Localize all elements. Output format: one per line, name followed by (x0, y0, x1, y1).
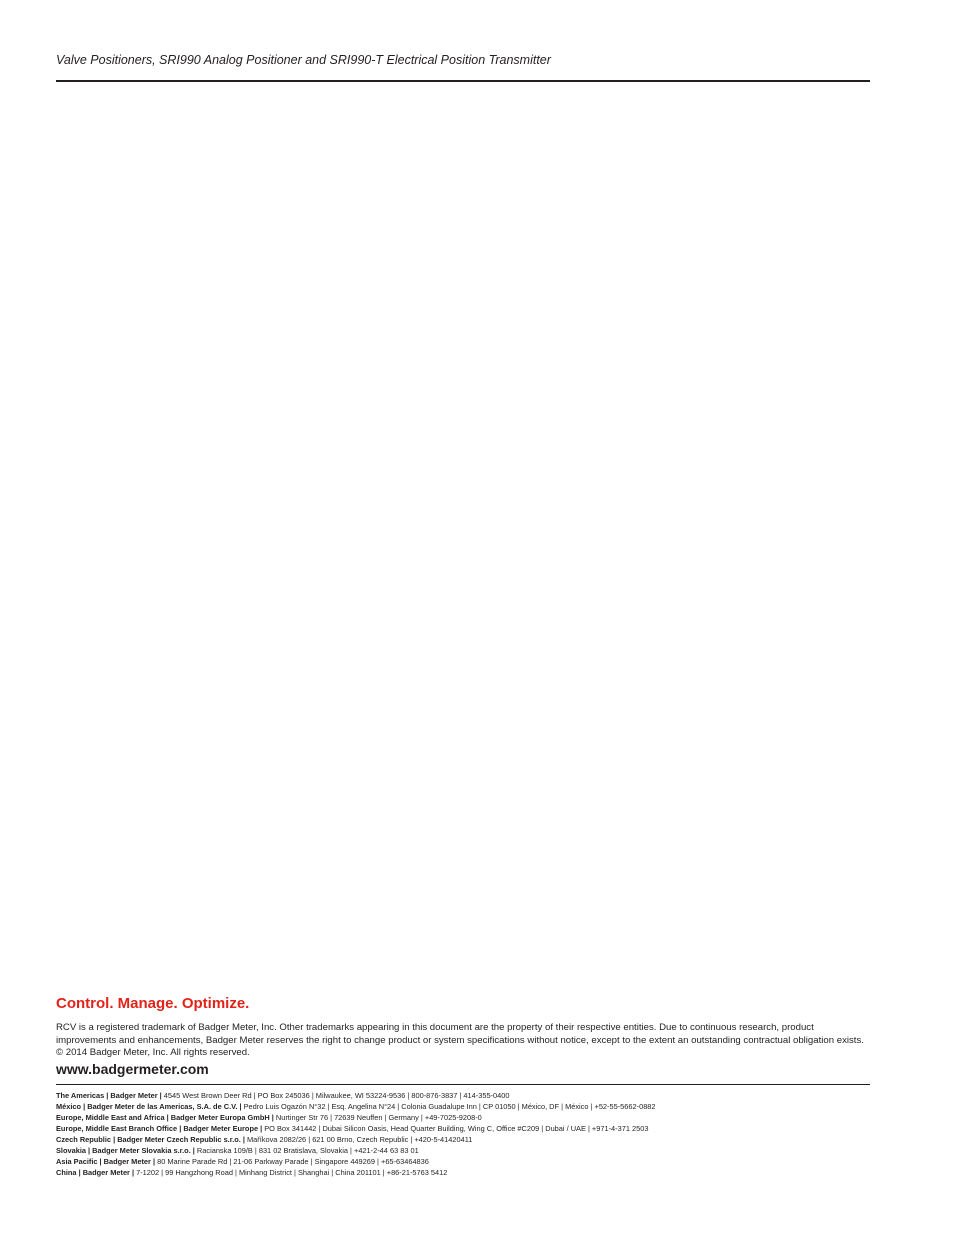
office-label: The Americas | Badger Meter | (56, 1091, 162, 1100)
office-label: Asia Pacific | Badger Meter | (56, 1157, 156, 1166)
brand-tagline: Control. Manage. Optimize. (56, 995, 250, 1012)
office-czech-republic (56, 1134, 870, 1145)
office-emea (56, 1112, 870, 1123)
office-details: Nurtinger Str 76 | 72639 Neuffen | Germany | +49-7025-9208-0 (273, 1113, 482, 1122)
office-slovakia (56, 1145, 870, 1156)
office-label: Europe, Middle East and Africa | Badger Meter Europa GmbH | (56, 1113, 274, 1122)
office-details: 4545 West Brown Deer Rd | PO Box 245036 | Milwaukee, WI 53224-9536 | 800-876-3837 | 414-355-0400 (161, 1091, 510, 1100)
office-label: Slovakia | Badger Meter Slovakia s.r.o. | (56, 1146, 195, 1155)
office-mexico (56, 1101, 870, 1112)
trademark-disclaimer: RCV is a registered trademark of Badger Meter, Inc. Other trademarks appearing in this document are the property of their respective entities. Due to continuous research, product improvements and enhancements, Badger Meter reserves the right to change product or system specifications without notice, except to the extent an outstanding contractual obligation exists. © 2014 Badger Meter, Inc. All rights reserved. (56, 1022, 864, 1059)
office-americas (56, 1090, 870, 1101)
office-china (56, 1167, 870, 1178)
office-details: Pedro Luis Ogazón N°32 | Esq. Angelina N°24 | Colonia Guadalupe Inn | CP 01050 | México, DF | México | +52-55-5662-0882 (241, 1102, 656, 1111)
office-details: 80 Marine Parade Rd | 21-06 Parkway Parade | Singapore 449269 | +65-63464836 (155, 1157, 429, 1166)
website-link[interactable]: www.badgermeter.com (56, 1061, 209, 1077)
office-details: PO Box 341442 | Dubai Silicon Oasis, Head Quarter Building, Wing C, Office #C209 | Dubai / UAE | +971-4-371 2503 (262, 1124, 649, 1133)
office-label: Czech Republic | Badger Meter Czech Republic s.r.o. | (56, 1135, 245, 1144)
office-asia-pacific (56, 1156, 870, 1167)
footer-divider (56, 1084, 870, 1085)
office-label: México | Badger Meter de las Americas, S.A. de C.V. | (56, 1102, 242, 1111)
office-middle-east (56, 1123, 870, 1134)
office-label: Europe, Middle East Branch Office | Badger Meter Europe | (56, 1124, 263, 1133)
office-details: Maříkova 2082/26 | 621 00 Brno, Czech Republic | +420-5-41420411 (244, 1135, 473, 1144)
header-divider (56, 80, 870, 82)
document-title: Valve Positioners, SRI990 Analog Positioner and SRI990-T Electrical Position Transmitter (56, 53, 551, 67)
office-list (56, 1090, 870, 1178)
office-details: 7-1202 | 99 Hangzhong Road | Minhang District | Shanghai | China 201101 | +86-21-5763 5412 (134, 1168, 448, 1177)
office-label: China | Badger Meter | (56, 1168, 135, 1177)
office-details: Racianska 109/B | 831 02 Bratislava, Slovakia | +421-2-44 63 83 01 (194, 1146, 419, 1155)
